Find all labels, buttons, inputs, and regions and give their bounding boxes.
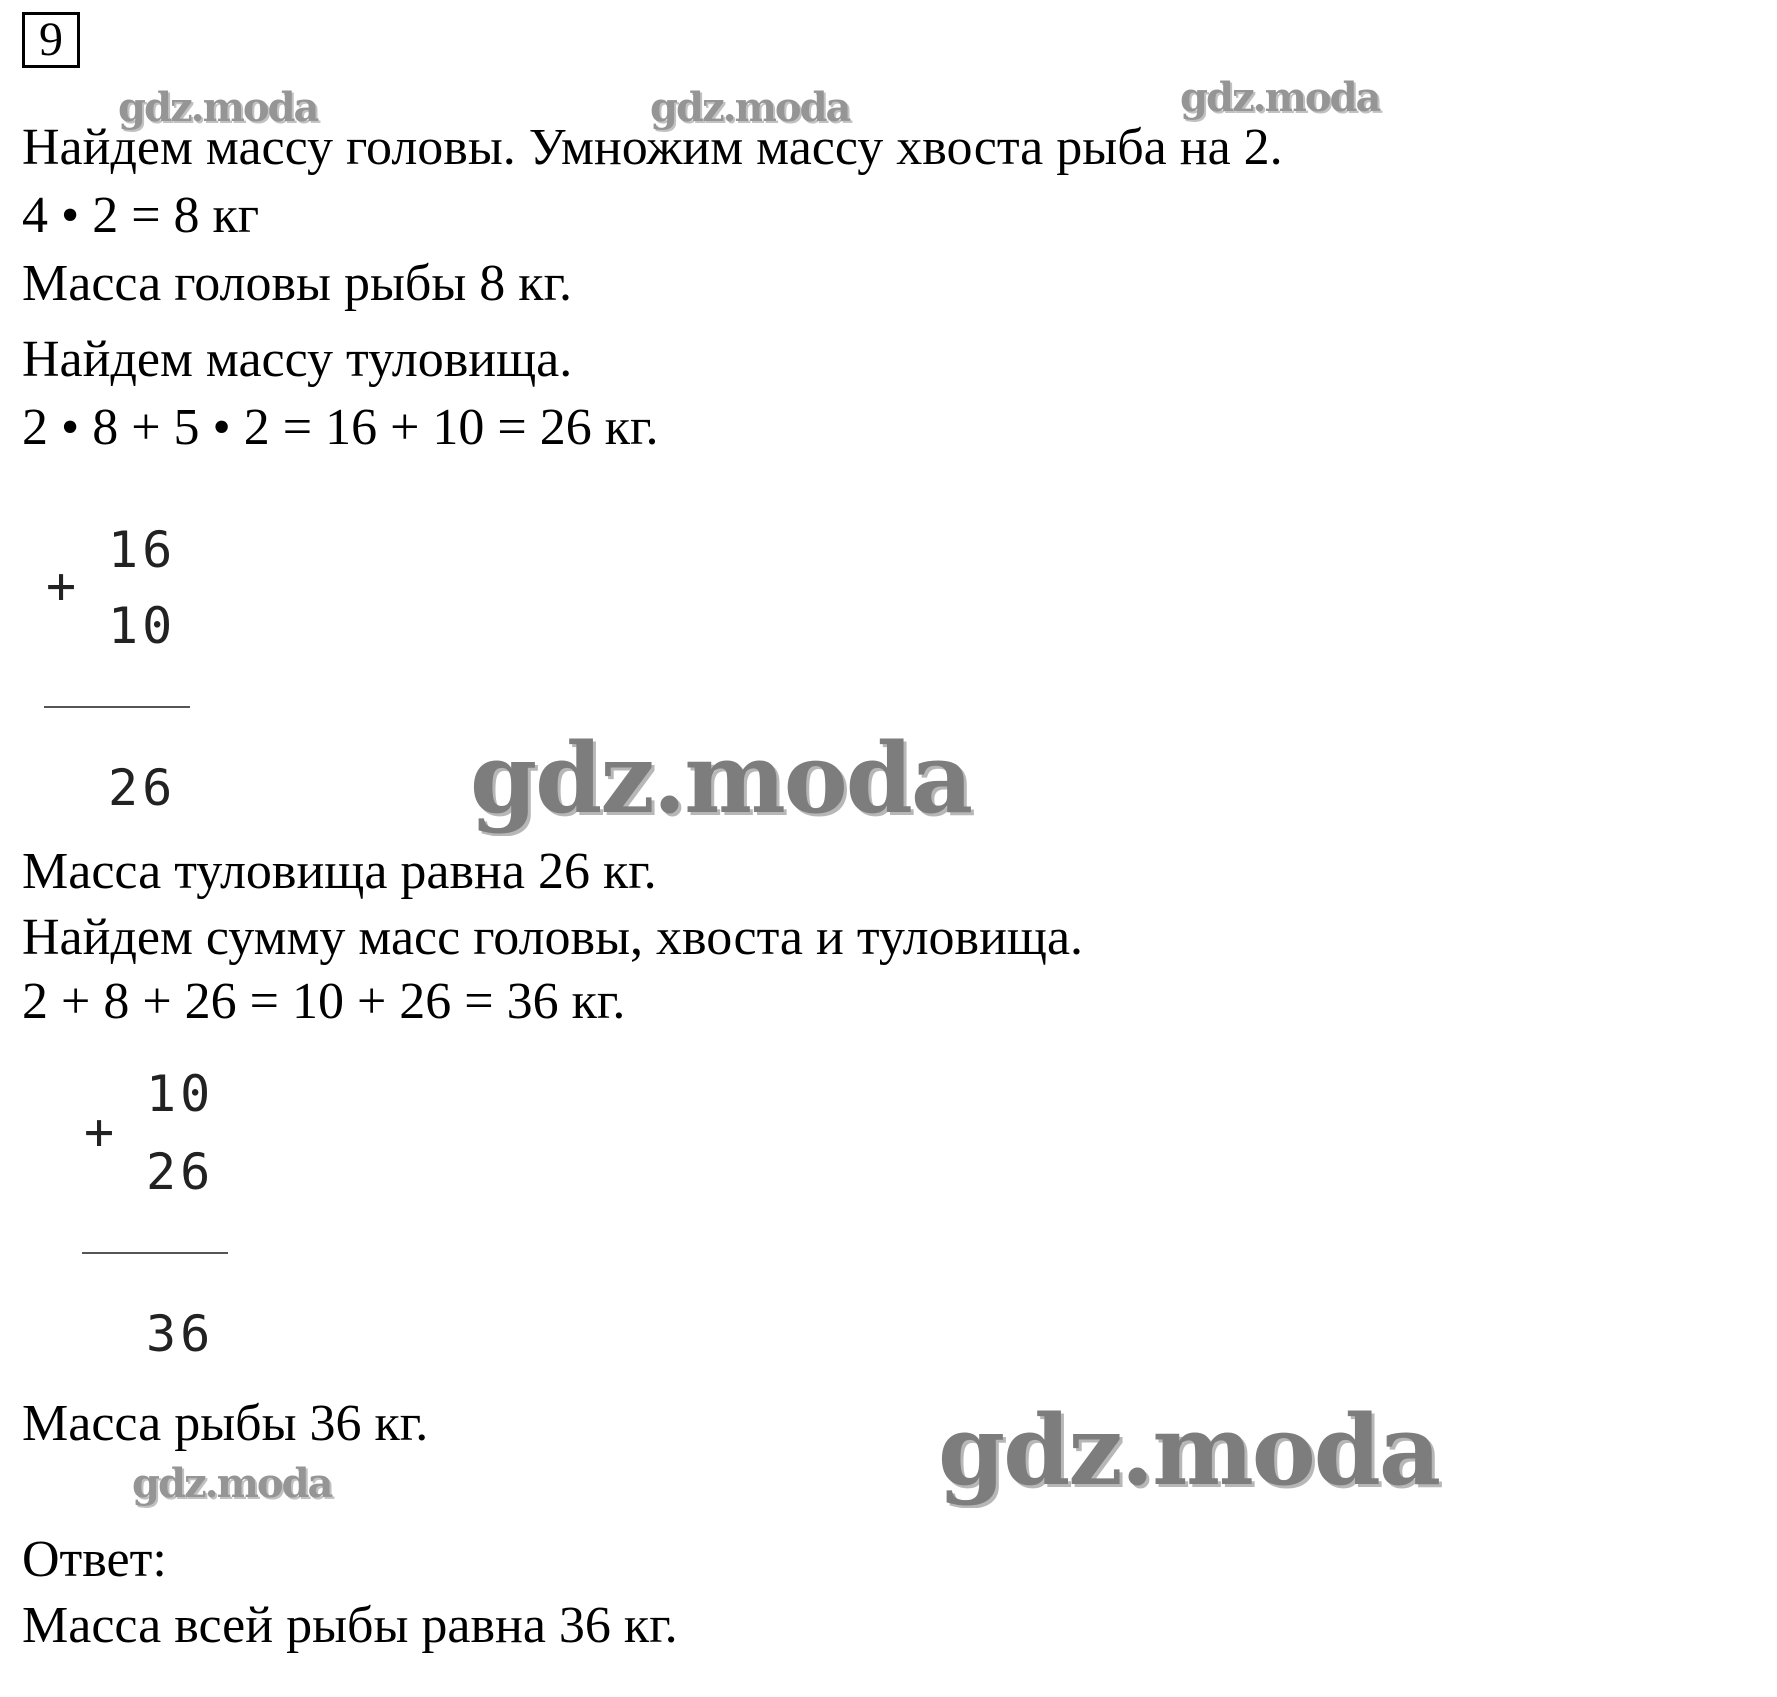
watermark: gdz.moda [650,84,850,131]
text-line: Масса туловища равна 26 кг. [22,843,657,900]
watermark: gdz.moda [132,1460,332,1507]
addend-2: 10 [108,597,177,655]
text-line: Масса головы рыбы 8 кг. [22,255,573,312]
answer-text: Масса всей рыбы равна 36 кг. [22,1597,678,1654]
plus-sign: + [46,557,77,615]
watermark: gdz.moda [470,722,972,835]
equation-line: 2 + 8 + 26 = 10 + 26 = 36 кг. [22,973,626,1030]
watermark: gdz.moda [1180,74,1380,121]
addend-1: 16 [108,521,177,579]
equation-line: 4 • 2 = 8 кг [22,187,260,244]
watermark: gdz.moda [938,1394,1440,1507]
watermark: gdz.moda [118,84,318,131]
addend-1: 10 [146,1065,215,1123]
text-line: Найдем сумму масс головы, хвоста и туловища. [22,909,1084,966]
addend-2: 26 [146,1143,215,1201]
text-line: Масса рыбы 36 кг. [22,1395,429,1452]
sum-rule [44,706,190,708]
sum: 26 [108,759,177,817]
text-line: Найдем массу туловища. [22,331,573,388]
plus-sign: + [84,1103,115,1161]
text-line: Найдем массу головы. Умножим массу хвоста рыба на 2. [22,119,1283,176]
task-number-box: 9 [22,12,80,68]
answer-label: Ответ: [22,1531,167,1588]
equation-line: 2 • 8 + 5 • 2 = 16 + 10 = 26 кг. [22,399,659,456]
sum: 36 [146,1305,215,1363]
sum-rule [82,1252,228,1254]
